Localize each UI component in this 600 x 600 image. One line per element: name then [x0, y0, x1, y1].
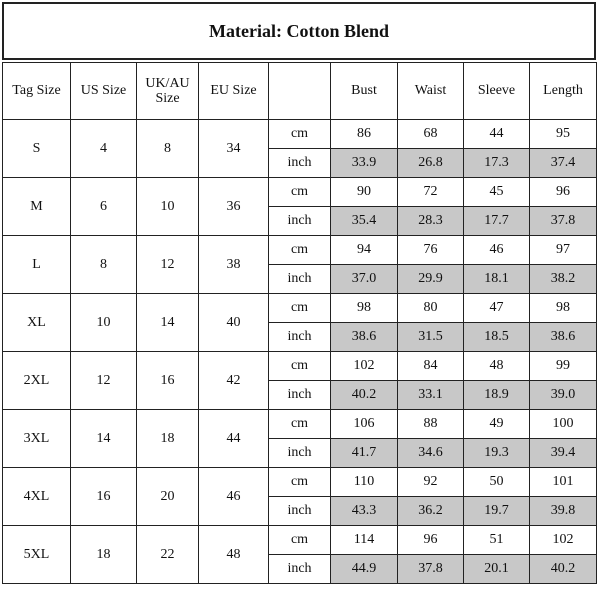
length-cm-cell: 102 — [530, 526, 597, 555]
sleeve-inch-cell: 19.3 — [464, 439, 530, 468]
ukau-size-cell: 22 — [137, 526, 199, 584]
eu-size-cell: 44 — [199, 410, 269, 468]
waist-inch-cell: 26.8 — [398, 149, 464, 178]
length-inch-cell: 38.2 — [530, 265, 597, 294]
waist-inch-cell: 28.3 — [398, 207, 464, 236]
sleeve-cm-cell: 51 — [464, 526, 530, 555]
unit-inch-cell: inch — [269, 149, 331, 178]
header-ukau-line1: UK/AU — [145, 75, 190, 91]
waist-cm-cell: 80 — [398, 294, 464, 323]
length-inch-cell: 39.4 — [530, 439, 597, 468]
eu-size-cell: 40 — [199, 294, 269, 352]
eu-size-cell: 46 — [199, 468, 269, 526]
table-row — [3, 526, 597, 555]
waist-inch-cell: 34.6 — [398, 439, 464, 468]
bust-inch-cell: 40.2 — [331, 381, 398, 410]
sleeve-inch-cell: 17.7 — [464, 207, 530, 236]
bust-inch-cell: 33.9 — [331, 149, 398, 178]
sleeve-inch-cell: 18.1 — [464, 265, 530, 294]
length-cm-cell: 101 — [530, 468, 597, 497]
sleeve-inch-cell: 18.5 — [464, 323, 530, 352]
sleeve-cm-cell: 44 — [464, 120, 530, 149]
bust-cm-cell: 94 — [331, 236, 398, 265]
length-inch-cell: 38.6 — [530, 323, 597, 352]
unit-cm-cell: cm — [269, 352, 331, 381]
eu-size-cell: 34 — [199, 120, 269, 178]
length-cm-cell: 96 — [530, 178, 597, 207]
length-cm-cell: 98 — [530, 294, 597, 323]
waist-cm-cell: 68 — [398, 120, 464, 149]
eu-size-cell: 42 — [199, 352, 269, 410]
tag-size-cell: XL — [3, 294, 71, 352]
bust-inch-cell: 41.7 — [331, 439, 398, 468]
sleeve-inch-cell: 17.3 — [464, 149, 530, 178]
bust-inch-cell: 43.3 — [331, 497, 398, 526]
waist-inch-cell: 36.2 — [398, 497, 464, 526]
bust-cm-cell: 102 — [331, 352, 398, 381]
header-length: Length — [530, 63, 597, 120]
table-row — [3, 352, 597, 381]
sleeve-cm-cell: 50 — [464, 468, 530, 497]
waist-cm-cell: 84 — [398, 352, 464, 381]
ukau-size-cell: 8 — [137, 120, 199, 178]
tag-size-cell: S — [3, 120, 71, 178]
unit-inch-cell: inch — [269, 323, 331, 352]
chart-title: Material: Cotton Blend — [2, 2, 596, 60]
ukau-size-cell: 20 — [137, 468, 199, 526]
size-table — [2, 62, 597, 584]
sleeve-cm-cell: 46 — [464, 236, 530, 265]
sleeve-inch-cell: 18.9 — [464, 381, 530, 410]
table-body — [3, 120, 597, 584]
bust-cm-cell: 90 — [331, 178, 398, 207]
tag-size-cell: 2XL — [3, 352, 71, 410]
header-row — [3, 63, 597, 120]
length-cm-cell: 97 — [530, 236, 597, 265]
unit-inch-cell: inch — [269, 439, 331, 468]
tag-size-cell: M — [3, 178, 71, 236]
us-size-cell: 14 — [71, 410, 137, 468]
waist-cm-cell: 92 — [398, 468, 464, 497]
bust-inch-cell: 44.9 — [331, 555, 398, 584]
waist-inch-cell: 33.1 — [398, 381, 464, 410]
bust-inch-cell: 37.0 — [331, 265, 398, 294]
table-row — [3, 410, 597, 439]
us-size-cell: 8 — [71, 236, 137, 294]
unit-cm-cell: cm — [269, 468, 331, 497]
bust-inch-cell: 38.6 — [331, 323, 398, 352]
ukau-size-cell: 16 — [137, 352, 199, 410]
header-bust: Bust — [331, 63, 398, 120]
unit-cm-cell: cm — [269, 410, 331, 439]
sleeve-cm-cell: 48 — [464, 352, 530, 381]
unit-inch-cell: inch — [269, 381, 331, 410]
us-size-cell: 12 — [71, 352, 137, 410]
header-ukau-size — [137, 63, 199, 120]
tag-size-cell: 4XL — [3, 468, 71, 526]
length-inch-cell: 40.2 — [530, 555, 597, 584]
table-row — [3, 294, 597, 323]
eu-size-cell: 38 — [199, 236, 269, 294]
eu-size-cell: 36 — [199, 178, 269, 236]
waist-inch-cell: 29.9 — [398, 265, 464, 294]
header-sleeve: Sleeve — [464, 63, 530, 120]
unit-cm-cell: cm — [269, 526, 331, 555]
length-inch-cell: 37.4 — [530, 149, 597, 178]
ukau-size-cell: 18 — [137, 410, 199, 468]
waist-cm-cell: 96 — [398, 526, 464, 555]
tag-size-cell: L — [3, 236, 71, 294]
unit-inch-cell: inch — [269, 555, 331, 584]
bust-inch-cell: 35.4 — [331, 207, 398, 236]
length-inch-cell: 37.8 — [530, 207, 597, 236]
us-size-cell: 16 — [71, 468, 137, 526]
length-inch-cell: 39.8 — [530, 497, 597, 526]
unit-cm-cell: cm — [269, 120, 331, 149]
waist-cm-cell: 76 — [398, 236, 464, 265]
bust-cm-cell: 110 — [331, 468, 398, 497]
header-us-size: US Size — [71, 63, 137, 120]
ukau-size-cell: 14 — [137, 294, 199, 352]
bust-cm-cell: 98 — [331, 294, 398, 323]
us-size-cell: 18 — [71, 526, 137, 584]
unit-inch-cell: inch — [269, 265, 331, 294]
unit-inch-cell: inch — [269, 497, 331, 526]
header-tag-size: Tag Size — [3, 63, 71, 120]
eu-size-cell: 48 — [199, 526, 269, 584]
bust-cm-cell: 114 — [331, 526, 398, 555]
table-row — [3, 178, 597, 207]
unit-cm-cell: cm — [269, 236, 331, 265]
sleeve-cm-cell: 47 — [464, 294, 530, 323]
length-cm-cell: 99 — [530, 352, 597, 381]
table-row — [3, 120, 597, 149]
ukau-size-cell: 10 — [137, 178, 199, 236]
sleeve-inch-cell: 19.7 — [464, 497, 530, 526]
waist-inch-cell: 37.8 — [398, 555, 464, 584]
header-waist: Waist — [398, 63, 464, 120]
bust-cm-cell: 106 — [331, 410, 398, 439]
header-ukau-line2: Size — [155, 91, 180, 106]
sleeve-cm-cell: 45 — [464, 178, 530, 207]
us-size-cell: 6 — [71, 178, 137, 236]
bust-cm-cell: 86 — [331, 120, 398, 149]
table-row — [3, 236, 597, 265]
header-eu-size: EU Size — [199, 63, 269, 120]
unit-inch-cell: inch — [269, 207, 331, 236]
length-cm-cell: 100 — [530, 410, 597, 439]
us-size-cell: 4 — [71, 120, 137, 178]
waist-cm-cell: 72 — [398, 178, 464, 207]
length-inch-cell: 39.0 — [530, 381, 597, 410]
length-cm-cell: 95 — [530, 120, 597, 149]
tag-size-cell: 5XL — [3, 526, 71, 584]
us-size-cell: 10 — [71, 294, 137, 352]
tag-size-cell: 3XL — [3, 410, 71, 468]
header-unit — [269, 63, 331, 120]
sleeve-inch-cell: 20.1 — [464, 555, 530, 584]
ukau-size-cell: 12 — [137, 236, 199, 294]
unit-cm-cell: cm — [269, 294, 331, 323]
sleeve-cm-cell: 49 — [464, 410, 530, 439]
waist-inch-cell: 31.5 — [398, 323, 464, 352]
table-row — [3, 468, 597, 497]
unit-cm-cell: cm — [269, 178, 331, 207]
waist-cm-cell: 88 — [398, 410, 464, 439]
